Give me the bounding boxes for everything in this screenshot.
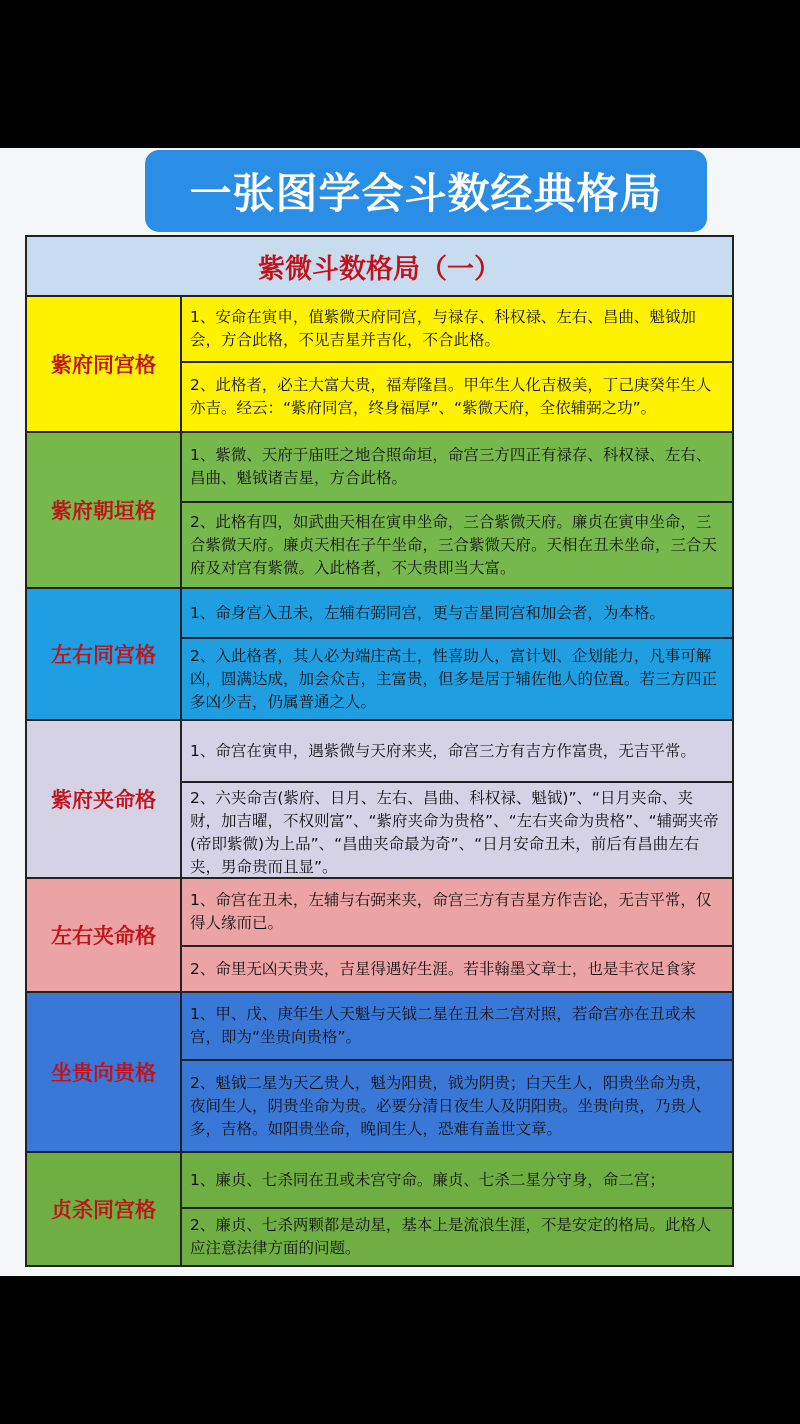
pattern-item: 1、命宫在寅申，遇紫微与天府来夹，命宫三方有吉方作富贵，无吉平常。 [182, 721, 732, 783]
pattern-items [182, 297, 732, 431]
pattern-items [182, 433, 732, 587]
pattern-items [182, 879, 732, 991]
pattern-item: 2、此格有四，如武曲天相在寅申坐命，三合紫微天府。廉贞在寅申坐命，三合紫微天府。廉贞天相在子午坐命，三合紫微天府。天相在丑未坐命，三合天府及对宫有紫微。入此格者，不大贵即当大富。 [190, 512, 718, 577]
table-row [27, 589, 732, 721]
pattern-item: 2、廉贞、七杀两颗都是动星，基本上是流浪生涯，不是安定的格局。此格人应注意法律方面的问题。 [190, 1216, 712, 1257]
pattern-item: 1、廉贞、七杀同在丑或未宫守命。廉贞、七杀二星分守身，命二宫； [182, 1153, 732, 1209]
pattern-items [182, 1153, 732, 1265]
pattern-item: 1、命宫在丑未，左辅与右弼来夹，命宫三方有吉星方作吉论，无吉平常，仅得人缘而已。 [182, 879, 732, 947]
pattern-item: 2、魁钺二星为天乙贵人，魁为阳贵，钺为阴贵；白天生人，阳贵坐命为贵，夜间生人，阴贵坐命为贵。必要分清日夜生人及阴阳贵。坐贵向贵，乃贵人多，吉格。如阳贵坐命，晚间生人，恐难有盖世文章。 [190, 1073, 712, 1138]
banner-title: 一张图学会斗数经典格局 [145, 150, 707, 232]
pattern-item: 1、紫微、天府于庙旺之地合照命垣，命宫三方四正有禄存、科权禄、左右、昌曲、魁钺诸吉星，方合此格。 [182, 433, 732, 503]
pattern-item: 2、入此格者，其人必为端庄高士，性喜助人，富计划、企划能力，凡事可解凶，圆满达成，加会众吉，主富贵，但多是居于辅佐他人的位置。若三方四正多凶少吉，仍属普通之人。 [190, 646, 718, 711]
pattern-item: 2、命里无凶天贵夹，吉星得遇好生涯。若非翰墨文章士，也是丰衣足食家 [190, 959, 696, 978]
pattern-name: 紫府夹命格 [27, 721, 182, 877]
pattern-item: 1、安命在寅申，值紫微天府同宫，与禄存、科权禄、左右、昌曲、魁钺加会，方合此格，不见吉星并吉化，不合此格。 [182, 297, 732, 363]
table-row [27, 1153, 732, 1265]
pattern-table [25, 235, 734, 1267]
table-row [27, 433, 732, 589]
pattern-item: 2、六夹命吉(紫府、日月、左右、昌曲、科权禄、魁钺)”、“日月夹命、夹财，加吉曜，不权则富”、“紫府夹命为贵格”、“左右夹命为贵格”、“辅弼夹帝(帝即紫微)为上品”、“昌曲夹命最为奇”、“日月安命丑未，前后有昌曲左右夹，男命贵而且显”。 [190, 789, 719, 876]
table-row [27, 879, 732, 993]
table-title: 紫微斗数格局（一） [27, 237, 732, 297]
table-row [27, 993, 732, 1153]
pattern-items [182, 993, 732, 1151]
table-row [27, 297, 732, 433]
pattern-name: 贞杀同宫格 [27, 1153, 182, 1265]
pattern-name: 左右同宫格 [27, 589, 182, 719]
pattern-item: 1、命身宫入丑未，左辅右弼同宫，更与吉星同宫和加会者，为本格。 [182, 589, 732, 639]
pattern-name: 左右夹命格 [27, 879, 182, 991]
pattern-item: 1、甲、戊、庚年生人天魁与天钺二星在丑未二宫对照，若命宫亦在丑或未宫，即为“坐贵向贵格”。 [182, 993, 732, 1061]
pattern-name: 紫府同宫格 [27, 297, 182, 431]
pattern-items [182, 721, 732, 877]
pattern-items [182, 589, 732, 719]
pattern-name: 紫府朝垣格 [27, 433, 182, 587]
pattern-name: 坐贵向贵格 [27, 993, 182, 1151]
pattern-item: 2、此格者，必主大富大贵，福寿隆昌。甲年生人化吉极美，丁己庚癸年生人亦吉。经云：“紫府同宫，终身福厚”、“紫微天府，全依辅弼之功”。 [190, 376, 712, 417]
table-row [27, 721, 732, 879]
